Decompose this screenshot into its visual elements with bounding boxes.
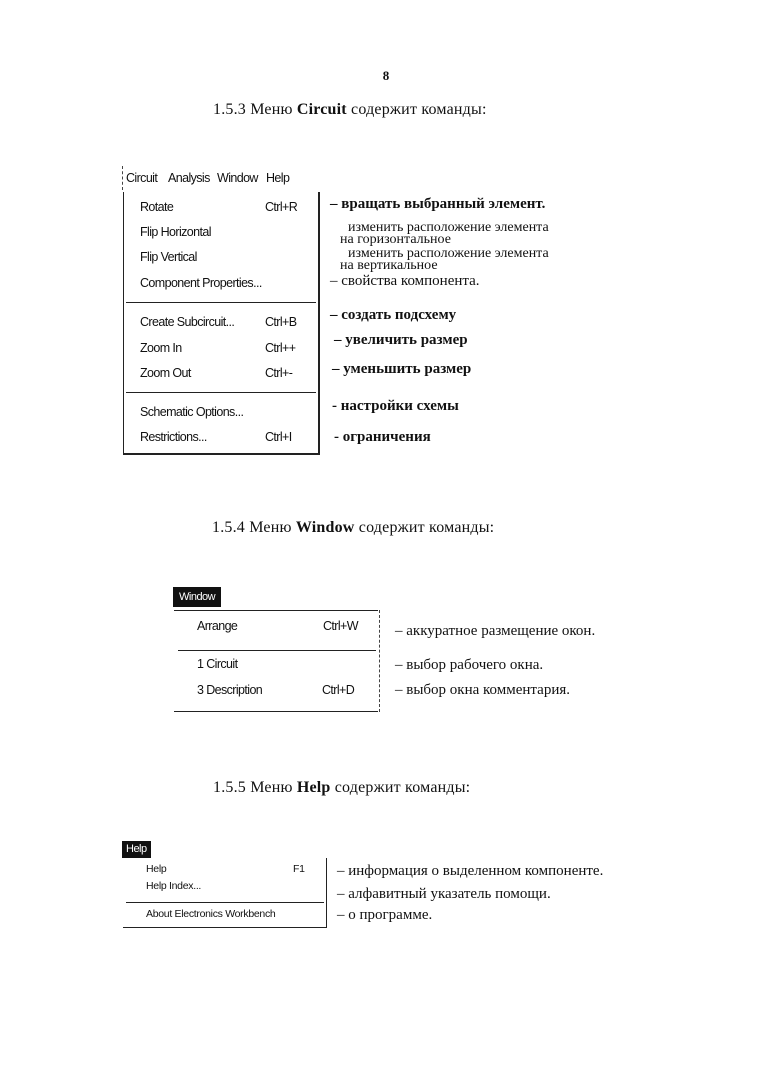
desc-component-properties: – свойства компонента. <box>330 273 480 289</box>
menu-left-border <box>123 192 124 454</box>
menu-item-zoom-out[interactable]: Zoom Out <box>140 366 191 380</box>
desc-schematic-options: - настройки схемы <box>332 398 459 414</box>
menubar-item-circuit[interactable]: Circuit <box>126 171 158 185</box>
desc-about: – о программе. <box>337 907 433 923</box>
menubar-item-analysis[interactable]: Analysis <box>168 171 210 185</box>
heading-suffix: содержит команды: <box>334 779 471 796</box>
menu-item-schematic-options[interactable]: Schematic Options... <box>140 405 244 419</box>
desc-zoom-in: – увеличить размер <box>334 332 468 348</box>
section-heading-help <box>213 779 470 797</box>
heading-menu-name: Help <box>296 779 331 796</box>
menu-item-zoom-in[interactable]: Zoom In <box>140 341 182 355</box>
desc-flip-horizontal-line1: изменить расположение элемента <box>348 220 549 235</box>
menu-right-border <box>326 858 327 928</box>
menu-top-border <box>174 610 378 611</box>
desc-help-index: – алфавитный указатель помощи. <box>337 886 551 902</box>
menu-separator <box>126 302 316 303</box>
menu-bottom-border <box>123 453 320 455</box>
heading-suffix: содержит команды: <box>351 101 487 118</box>
section-heading-window <box>212 519 494 537</box>
menu-bottom-border <box>123 927 327 928</box>
menu-item-about[interactable]: About Electronics Workbench <box>146 908 276 920</box>
shortcut-arrange: Ctrl+W <box>323 619 358 633</box>
heading-prefix: 1.5.5 Меню <box>213 779 293 796</box>
desc-zoom-out: – уменьшить размер <box>332 361 472 377</box>
menu-right-border <box>318 192 320 454</box>
shortcut-zoom-in: Ctrl++ <box>265 341 296 355</box>
menu-bottom-border <box>174 711 378 712</box>
heading-suffix: содержит команды: <box>358 519 495 536</box>
menu-item-circuit-window[interactable]: 1 Circuit <box>197 657 238 671</box>
heading-prefix: 1.5.4 Меню <box>212 519 292 536</box>
desc-arrange: – аккуратное размещение окон. <box>395 623 596 639</box>
menu-edge <box>122 166 123 190</box>
window-menu-title[interactable]: Window <box>173 587 221 607</box>
menu-item-help-index[interactable]: Help Index... <box>146 880 202 892</box>
desc-restrictions: - ограничения <box>334 429 431 445</box>
desc-flip-vertical-line2: на вертикальное <box>340 258 438 273</box>
menu-item-flip-horizontal[interactable]: Flip Horizontal <box>140 225 211 239</box>
menu-separator <box>178 650 376 651</box>
shortcut-help: F1 <box>293 863 305 875</box>
heading-menu-name: Window <box>295 519 355 536</box>
desc-flip-vertical-line1: изменить расположение элемента <box>348 246 549 261</box>
desc-circuit-window: – выбор рабочего окна. <box>395 657 544 673</box>
desc-help: – информация о выделенном компоненте. <box>337 863 604 879</box>
menubar-item-help[interactable]: Help <box>266 171 290 185</box>
heading-menu-name: Circuit <box>296 101 347 118</box>
menu-item-create-subcircuit[interactable]: Create Subcircuit... <box>140 315 235 329</box>
help-menu-title[interactable]: Help <box>122 841 151 858</box>
menu-item-arrange[interactable]: Arrange <box>197 619 238 633</box>
shortcut-create-subcircuit: Ctrl+B <box>265 315 297 329</box>
heading-prefix: 1.5.3 Меню <box>213 101 293 118</box>
menubar-item-window[interactable]: Window <box>217 171 258 185</box>
desc-rotate: – вращать выбранный элемент. <box>330 196 546 212</box>
desc-description-window: – выбор окна комментария. <box>395 682 570 698</box>
menu-item-component-properties[interactable]: Component Properties... <box>140 276 262 290</box>
menu-item-restrictions[interactable]: Restrictions... <box>140 430 207 444</box>
desc-create-subcircuit: – создать подсхему <box>330 307 457 323</box>
section-heading-circuit <box>213 101 487 119</box>
shortcut-rotate: Ctrl+R <box>265 200 298 214</box>
menu-item-help[interactable]: Help <box>146 863 167 875</box>
desc-flip-horizontal-line2: на горизонтальное <box>340 232 451 247</box>
shortcut-zoom-out: Ctrl+- <box>265 366 293 380</box>
shortcut-description: Ctrl+D <box>322 683 355 697</box>
menu-separator <box>126 902 324 903</box>
menu-separator <box>126 392 316 393</box>
menu-right-border <box>379 610 380 712</box>
menu-item-flip-vertical[interactable]: Flip Vertical <box>140 250 197 264</box>
menu-item-rotate[interactable]: Rotate <box>140 200 174 214</box>
shortcut-restrictions: Ctrl+I <box>265 430 292 444</box>
page-number: 8 <box>382 68 390 83</box>
menu-item-description-window[interactable]: 3 Description <box>197 683 263 697</box>
